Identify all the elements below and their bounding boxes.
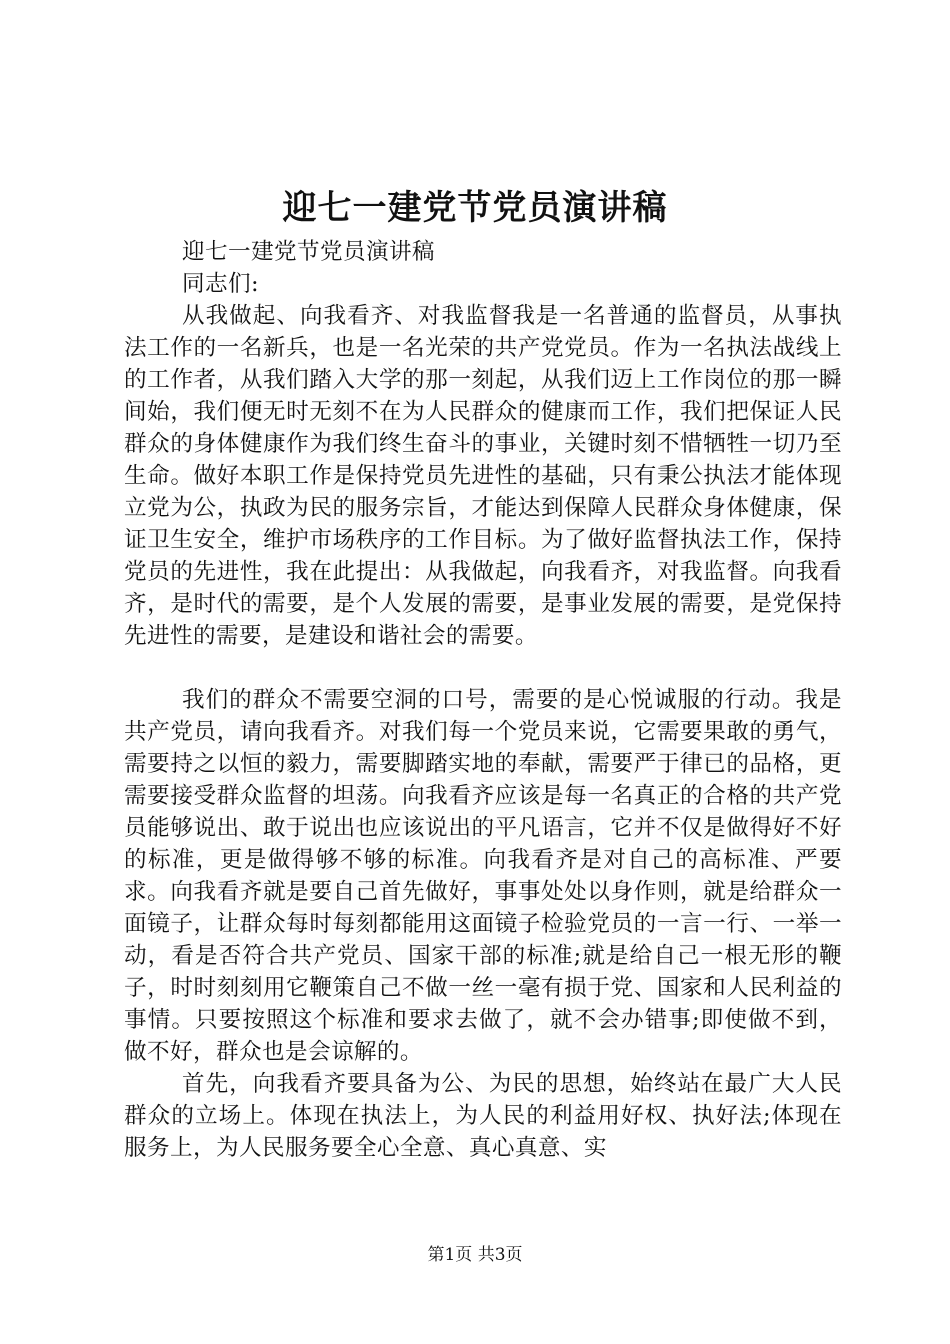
paragraph-1: 从我做起、向我看齐、对我监督我是一名普通的监督员，从事执法工作的一名新兵，也是一名光荣的共产党党员。作为一名执法战线上的工作者，从我们踏入大学的那一刻起，从我们迈上工作岗位的那一瞬间始，我们便无时无刻不在为人民群众的健康而工作，我们把保证人民群众的身体健康作为我们终生奋斗的事业，关键时刻不惜牺牲一切乃至生命。做好本职工作是保持党员先进性的基础，只有秉公执法才能体现立党为公，执政为民的服务宗旨，才能达到保障人民群众身体健康，保证卫生安全，维护市场秩序的工作目标。为了做好监督执法工作，保持党员的先进性，我在此提出：从我做起，向我看齐，对我监督。向我看齐，是时代的需要，是个人发展的需要，是事业发展的需要，是党保持先进性的需要，是建设和谐社会的需要。 <box>124 303 842 649</box>
paragraph-3: 首先，向我看齐要具备为公、为民的思想，始终站在最广大人民群众的立场上。体现在执法上，为人民的利益用好权、执好法;体现在服务上，为人民服务要全心全意、真心真意、实 <box>124 1071 842 1161</box>
document-subtitle: 迎七一建党节党员演讲稿 <box>182 239 435 265</box>
paragraph-2: 我们的群众不需要空洞的口号，需要的是心悦诚服的行动。我是共产党员，请向我看齐。对我们每一个党员来说，它需要果敢的勇气，需要持之以恒的毅力，需要脚踏实地的奉献，需要严于律已的品格，更需要接受群众监督的坦荡。向我看齐应该是每一名真正的合格的共产党员能够说出、敢于说出也应该说出的平凡语言，它并不仅是做得好不好的标准，更是做得够不够的标准。向我看齐是对自己的高标准、严要求。向我看齐就是要自己首先做好，事事处处以身作则，就是给群众一面镜子，让群众每时每刻都能用这面镜子检验党员的一言一行、一举一动，看是否符合共产党员、国家干部的标准;就是给自己一根无形的鞭子，时时刻刻用它鞭策自己不做一丝一毫有损于党、国家和人民利益的事情。只要按照这个标准和要求去做了，就不会办错事;即使做不到，做不好，群众也是会谅解的。 <box>124 687 842 1065</box>
salutation: 同志们: <box>182 271 259 297</box>
document-body <box>124 236 842 1164</box>
document-title: 迎七一建党节党员演讲稿 <box>282 188 668 228</box>
paragraph-spacer <box>124 652 842 684</box>
page-number-footer: 第1页 共3页 <box>427 1245 523 1265</box>
